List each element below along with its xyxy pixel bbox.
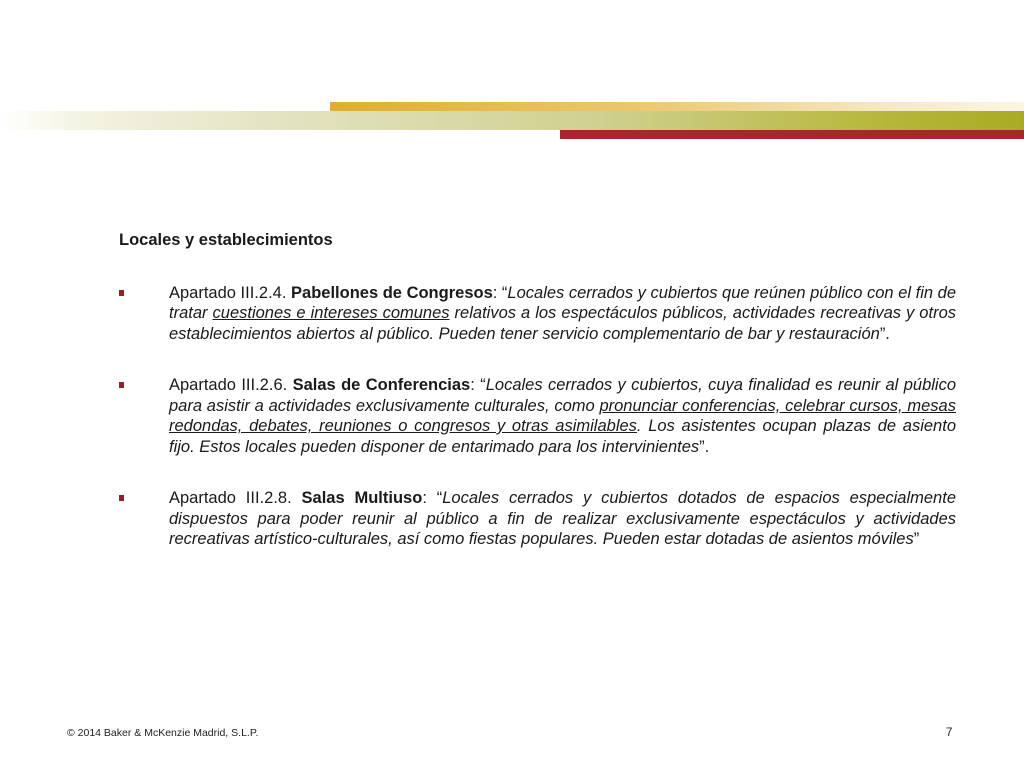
square-bullet-icon [119,382,124,388]
slide-content [119,230,956,581]
item-quote-text-continued: . Los asistentes ocupan plazas de asiento fijo. Estos locales pueden disponer de entarimado para los intervinientes [169,417,956,456]
item-prefix: Apartado III.2.8. [169,489,302,507]
item-quote-text: Locales cerrados y cubiertos, cuya finalidad es reunir al público para asistir a actividades exclusivamente culturales, como [169,376,957,415]
item-quote-text: Locales cerrados y cubiertos dotados de espacios especialmente dispuestos para poder reunir al público a fin de realizar exclusivamente espectáculos y actividades recreativas artístico-culturales, así como fiestas populares. Pueden estar dotadas de asientos móviles [169,489,956,548]
item-closing-quote: ” [913,530,920,548]
page-number: 7 [946,727,953,739]
item-quote-underlined: pronunciar conferencias, celebrar cursos, mesas redondas, debates, reuniones o congresos y otras asimilables [169,396,956,435]
decorative-olive-band [0,111,1024,130]
item-prefix: Apartado III.2.4. [169,283,292,302]
item-colon-quote: : “ [492,283,508,302]
item-quote-underlined: cuestiones e intereses comunes [212,304,450,322]
item-quote-text: Locales cerrados y cubiertos que reúnen público con el fin de tratar [169,283,956,322]
decorative-red-band [560,130,1024,139]
item-title: Salas Multiuso [301,489,423,507]
item-closing-quote: ”. [699,437,710,456]
bullet-item-salas-conferencias [119,375,956,457]
square-bullet-icon [119,290,124,296]
item-quote-text-continued: relativos a los espectáculos públicos, actividades recreativas y otros establecimientos abiertos al público. Pueden tener servicio complementario de bar y restauración [169,304,956,343]
square-bullet-icon [119,495,124,501]
copyright-footer: © 2014 Baker & McKenzie Madrid, S.L.P. [67,727,259,739]
item-title: Salas de Conferencias [292,376,471,394]
item-colon-quote: : “ [422,489,443,507]
item-colon-quote: : “ [470,376,486,394]
item-prefix: Apartado III.2.6. [169,376,293,394]
item-closing-quote: ”. [879,324,890,343]
decorative-gold-band [330,102,1024,111]
bullet-item-salas-multiuso [119,488,956,550]
bullet-item-pabellones [119,283,956,345]
section-heading: Locales y establecimientos [119,231,333,249]
item-title: Pabellones de Congresos [291,283,493,302]
